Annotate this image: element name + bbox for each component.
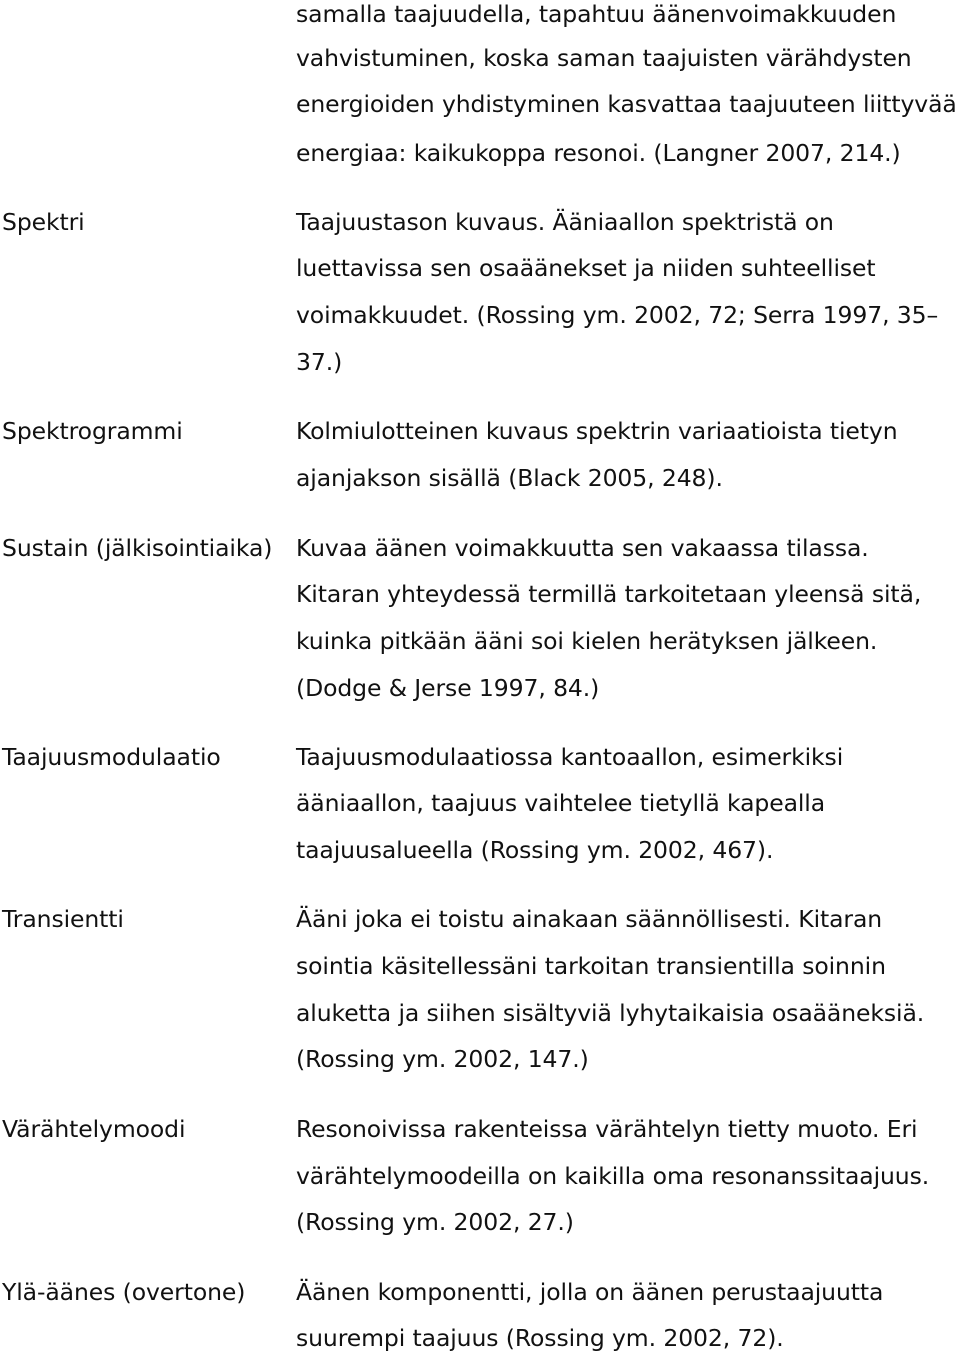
definition-line: ääniaallon, taajuus vaihtelee tietyllä kapealla [296,789,826,817]
glossary-term: Värähtelymoodi [2,1115,186,1143]
definition-line: Kitaran yhteydessä termillä tarkoitetaan yleensä sitä, [296,580,922,608]
definition-line: taajuusalueella (Rossing ym. 2002, 467). [296,836,774,864]
continuation-line: energioiden yhdistyminen kasvattaa taajuuteen liittyvää [296,90,957,118]
definition-line: 37.) [296,348,343,376]
definition-line: voimakkuudet. (Rossing ym. 2002, 72; Serra 1997, 35– [296,301,939,329]
glossary-term: Taajuusmodulaatio [2,743,221,771]
definition-line: suurempi taajuus (Rossing ym. 2002, 72). [296,1324,784,1352]
definition-line: aluketta ja siihen sisältyviä lyhytaikaisia osaääneksiä. [296,999,925,1027]
glossary-term: Spektrogrammi [2,417,183,445]
glossary-term: Sustain (jälkisointiaika) [2,534,273,562]
continuation-line: samalla taajuudella, tapahtuu äänenvoimakkuuden [296,0,897,28]
definition-line: Kuvaa äänen voimakkuutta sen vakaassa tilassa. [296,534,869,562]
continuation-line: energiaa: kaikukoppa resonoi. (Langner 2007, 214.) [296,139,901,167]
definition-line: (Rossing ym. 2002, 147.) [296,1045,589,1073]
definition-line: Taajuustason kuvaus. Ääniaallon spektristä on [296,208,834,236]
definition-line: värähtelymoodeilla on kaikilla oma resonanssitaajuus. [296,1162,930,1190]
definition-line: Äänen komponentti, jolla on äänen perustaajuutta [296,1278,884,1306]
definition-line: Resonoivissa rakenteissa värähtelyn tietty muoto. Eri [296,1115,918,1143]
definition-line: luettavissa sen osaäänekset ja niiden suhteelliset [296,254,876,282]
definition-line: Ääni joka ei toistu ainakaan säännöllisesti. Kitaran [296,905,883,933]
glossary-term: Transientti [2,905,124,933]
definition-line: (Rossing ym. 2002, 27.) [296,1208,574,1236]
definition-line: kuinka pitkään ääni soi kielen herätyksen jälkeen. [296,627,878,655]
glossary-term: Spektri [2,208,85,236]
continuation-line: vahvistuminen, koska saman taajuisten värähdysten [296,44,912,72]
definition-line: Kolmiulotteinen kuvaus spektrin variaatioista tietyn [296,417,898,445]
definition-line: sointia käsitellessäni tarkoitan transientilla soinnin [296,952,886,980]
definition-line: ajanjakson sisällä (Black 2005, 248). [296,464,723,492]
glossary-term: Ylä-äänes (overtone) [2,1278,246,1306]
definition-line: Taajuusmodulaatiossa kantoaallon, esimerkiksi [296,743,844,771]
definition-line: (Dodge & Jerse 1997, 84.) [296,674,600,702]
